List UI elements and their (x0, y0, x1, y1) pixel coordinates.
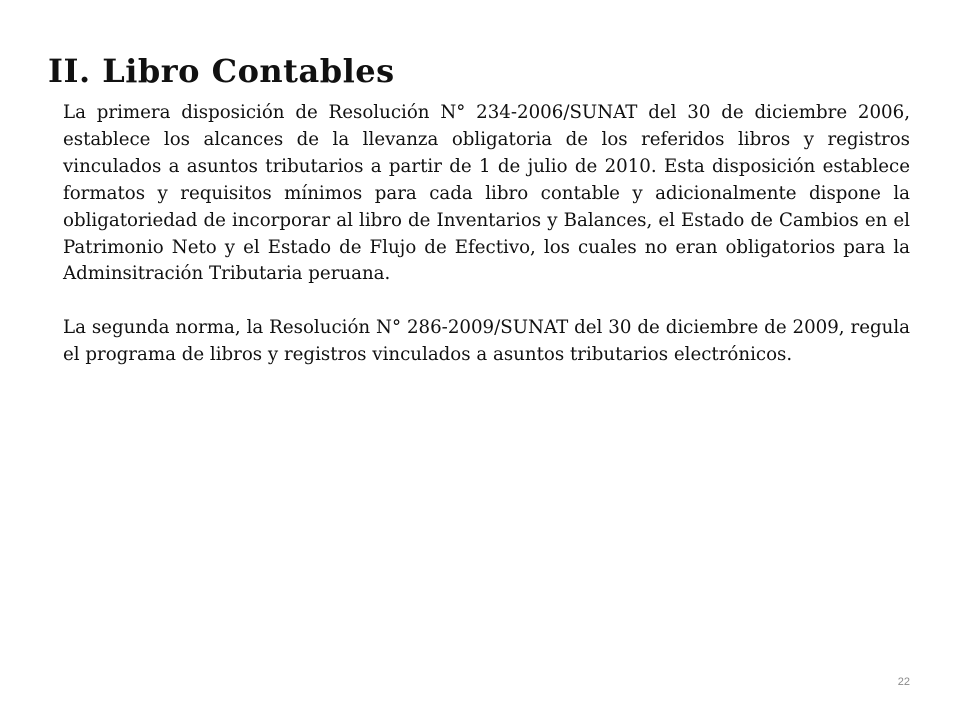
slide-title: II. Libro Contables (48, 52, 395, 90)
slide-body (63, 100, 910, 369)
paragraph-second-norm: La segunda norma, la Resolución N° 286-2009/SUNAT del 30 de diciembre de 2009, regula el programa de libros y registros vinculados a asuntos tributarios electrónicos. (63, 317, 910, 366)
paragraph-first-provision: La primera disposición de Resolución N° 234-2006/SUNAT del 30 de diciembre 2006, establece los alcances de la llevanza obligatoria de los referidos libros y registros vinculados a asuntos tributarios a partir de 1 de julio de 2010. Esta disposición establece formatos y requisitos mínimos para cada libro contable y adicionalmente dispone la obligatoriedad de incorporar al libro de Inventarios y Balances, el Estado de Cambios en el Patrimonio Neto y el Estado de Flujo de Efectivo, los cuales no eran obligatorios para la Adminsitración Tributaria peruana. (63, 102, 910, 285)
page-number: 22 (897, 676, 910, 688)
